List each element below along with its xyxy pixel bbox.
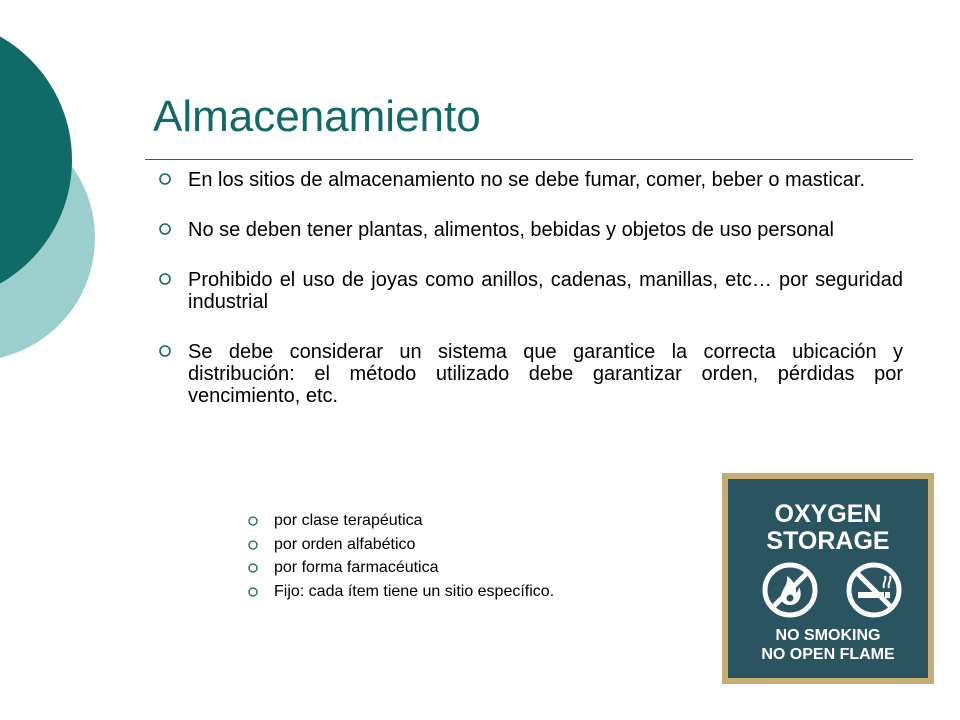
- sign-warning-line1: NO SMOKING: [775, 627, 881, 644]
- sub-bullet-text: por forma farmacéutica: [274, 559, 439, 576]
- oxygen-storage-sign-image: [722, 473, 934, 684]
- sub-bullet-circle-icon: [247, 586, 259, 598]
- sub-bullet-item: [247, 511, 687, 535]
- bullet-text: Se debe considerar un sistema que garantice la correcta ubicación y distribución: el método utilizado debe garantizar orden, pérdidas por vencimiento, etc.: [188, 341, 903, 407]
- bullet-text: No se deben tener plantas, alimentos, bebidas y objetos de uso personal: [188, 219, 834, 241]
- sub-bullet-circle-icon: [247, 539, 259, 551]
- sub-bullet-text: por orden alfabético: [274, 535, 416, 553]
- bullet-circle-icon: [158, 344, 172, 358]
- sub-bullet-text: Fijo: cada ítem tiene un sitio específico.: [274, 582, 555, 600]
- bullet-item: [158, 269, 903, 313]
- bullet-item: [158, 219, 903, 241]
- sign-heading-line2: STORAGE: [766, 527, 890, 555]
- decorative-circles: [0, 0, 110, 400]
- title-divider: [145, 159, 913, 160]
- sub-bullet-item: [247, 582, 687, 606]
- bullet-text: En los sitios de almacenamiento no se debe fumar, comer, beber o masticar.: [188, 169, 866, 191]
- sub-bullet-text: por clase terapéutica: [274, 512, 423, 529]
- sub-bullet-circle-icon: [247, 515, 259, 527]
- bullet-text: Prohibido el uso de joyas como anillos, cadenas, manillas, etc… por seguridad industrial: [188, 269, 903, 313]
- sub-bullet-item: [247, 535, 687, 559]
- no-smoking-icon: [845, 561, 903, 619]
- slide-title: Almacenamiento: [153, 92, 481, 141]
- sign-heading-line1: OXYGEN: [774, 500, 882, 528]
- no-open-flame-icon: [761, 561, 819, 619]
- sub-bullet-circle-icon: [247, 562, 259, 574]
- sign-warning-line2: NO OPEN FLAME: [761, 646, 895, 663]
- sub-bullet-item: [247, 558, 687, 582]
- bullet-circle-icon: [158, 272, 172, 286]
- bullet-circle-icon: [158, 172, 172, 186]
- bullet-item: [158, 341, 903, 407]
- sub-bullet-list: [247, 511, 687, 605]
- bullet-list: [158, 169, 903, 435]
- bullet-circle-icon: [158, 222, 172, 236]
- bullet-item: [158, 169, 903, 191]
